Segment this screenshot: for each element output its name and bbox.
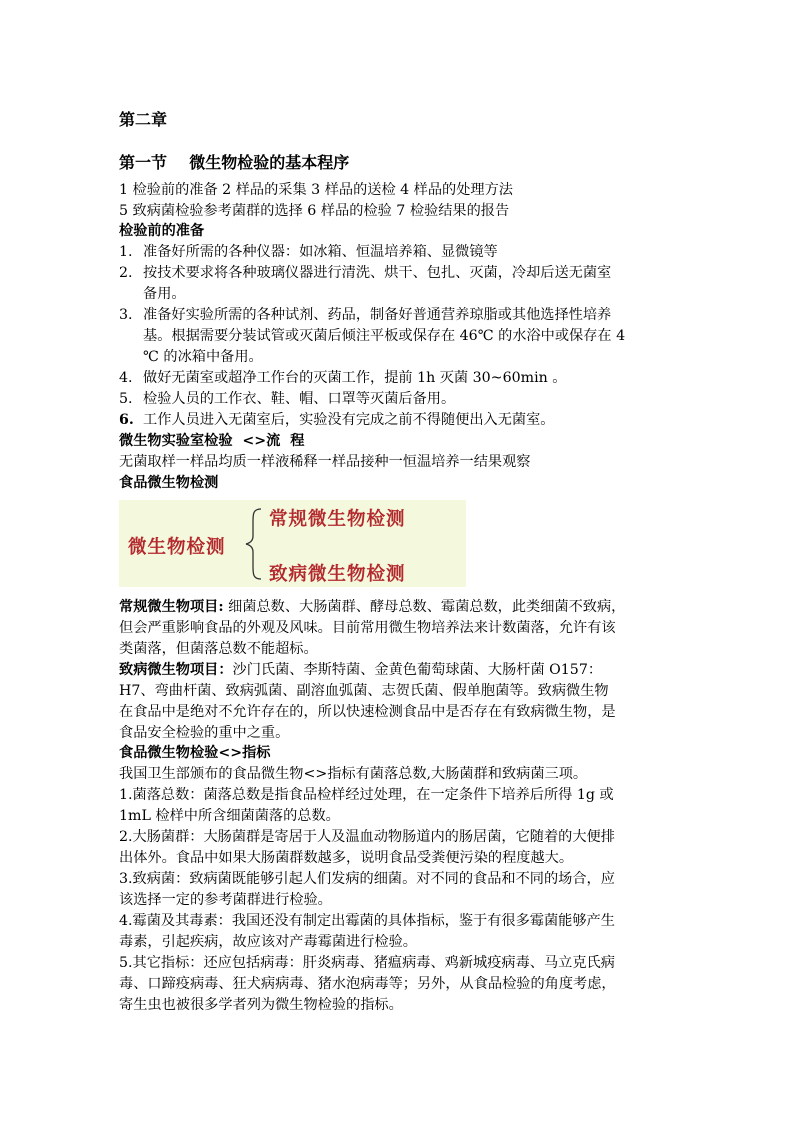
list-number: 1. (119, 244, 133, 260)
list-text: 准备好所需的各种仪器：如冰箱、恒温培养箱、显微镜等 (143, 244, 498, 260)
pathogen-paragraph-line-1 (119, 660, 679, 681)
overview-line-1: 1 检验前的准备 2 样品的采集 3 样品的送检 4 样品的处理方法 (119, 182, 513, 198)
indicator-2-line-2: 出体外。食品中如果大肠菌群数越多，说明食品受粪便污染的程度越大。 (119, 850, 574, 866)
indicators-intro: 我国卫生部颁布的食品微生物<>指标有菌落总数,大肠菌群和致病菌三项。 (119, 766, 588, 782)
prep-item-1 (119, 242, 679, 263)
indicator-3-line-2: 该选择一定的参考菌群进行检验。 (119, 892, 332, 908)
indicator-5-line-3: 寄生虫也被很多学者列为微生物检验的指标。 (119, 997, 403, 1013)
routine-text: 细菌总数、大肠菌群、酵母总数、霉菌总数，此类细菌不致病， (223, 599, 626, 615)
list-number: 4. (119, 370, 133, 386)
indicator-5-line-1: 5.其它指标：还应包括病毒：肝炎病毒、猪瘟病毒、鸡新城疫病毒、马立克氏病 (119, 955, 615, 971)
prep-item-3-cont-1: 基。根据需要分装试管或灭菌后倾注平板或保存在 46℃ 的水浴中或保存在 4 (143, 328, 626, 344)
list-number: 6. (119, 412, 134, 428)
indicators-heading: 食品微生物检验<>指标 (119, 745, 271, 761)
pathogen-label: 致病微生物项目： (119, 662, 233, 678)
list-text: 按技术要求将各种玻璃仪器进行清洗、烘干、包扎、灭菌，冷却后送无菌室 (143, 265, 612, 281)
overview-line-2: 5 致病菌检验参考菌群的选择 6 样品的检验 7 检验结果的报告 (119, 203, 510, 219)
section-title: 第一节 微生物检验的基本程序 (119, 153, 350, 172)
indicator-4-line-1: 4.霉菌及其毒素：我国还没有制定出霉菌的具体指标，鉴于有很多霉菌能够产生 (119, 913, 615, 929)
routine-paragraph-line-1 (119, 597, 679, 618)
pathogen-paragraph-line-4: 食品安全检验的重中之重。 (119, 725, 290, 741)
list-text: 做好无菌室或超净工作台的灭菌工作，提前 1h 灭菌 30~60min 。 (143, 370, 567, 386)
indicator-1-line-1: 1.菌落总数：菌落总数是指食品检样经过处理，在一定条件下培养后所得 1g 或 (119, 787, 614, 803)
prep-item-6 (119, 410, 679, 431)
food-detection-heading: 食品微生物检测 (119, 475, 219, 491)
flow-heading: 微生物实验室检验 <>流 程 (119, 433, 305, 449)
prep-item-5 (119, 389, 679, 410)
list-number: 3. (119, 307, 133, 323)
flow-text: 无菌取样一样品均质一样液稀释一样品接种一恒温培养一结果观察 (119, 454, 531, 470)
indicator-3-line-1: 3.致病菌：致病菌既能够引起人们发病的细菌。对不同的食品和不同的场合，应 (119, 871, 615, 887)
list-text: 准备好实验所需的各种试剂、药品，制备好普通营养琼脂或其他选择性培养 (143, 307, 612, 323)
indicator-2-line-1: 2.大肠菌群：大肠菌群是寄居于人及温血动物肠道内的肠居菌，它随着的大便排 (119, 829, 615, 845)
list-text: 检验人员的工作衣、鞋、帽、口罩等灭菌后备用。 (143, 391, 456, 407)
pathogen-paragraph-line-2: H7、弯曲杆菌、致病弧菌、副溶血弧菌、志贺氏菌、假单胞菌等。致病微生物 (119, 683, 609, 699)
prep-item-2-cont: 备用。 (143, 286, 186, 302)
routine-paragraph-line-2: 但会严重影响食品的外观及风味。目前常用微生物培养法来计数菌落，允许有该 (119, 620, 616, 636)
pathogen-paragraph-line-3: 在食品中是绝对不允许存在的，所以快速检测食品中是否存在有致病微生物，是 (119, 704, 616, 720)
routine-label: 常规微生物项目: (119, 599, 224, 615)
classification-diagram (119, 500, 466, 587)
indicator-5-line-2: 毒、口蹄疫病毒、狂犬病病毒、猪水泡病毒等；另外，从食品检验的角度考虑， (119, 976, 616, 992)
prep-item-4 (119, 368, 679, 389)
pathogen-text: 沙门氏菌、李斯特菌、金黄色葡萄球菌、大肠杆菌 O157： (232, 662, 603, 678)
indicator-1-line-2: 1mL 检样中所含细菌菌落的总数。 (119, 808, 340, 824)
prep-item-3 (119, 305, 679, 326)
prep-item-3-cont-2: ℃ 的冰箱中备用。 (143, 349, 263, 365)
prep-item-2 (119, 263, 679, 284)
list-number: 2. (119, 265, 133, 281)
list-number: 5. (119, 391, 133, 407)
diagram-root-label: 微生物检测 (128, 537, 226, 558)
indicator-4-line-2: 毒素，引起疾病，故应该对产毒霉菌进行检验。 (119, 934, 417, 950)
routine-paragraph-line-3: 类菌落，但菌落总数不能超标。 (119, 641, 318, 657)
diagram-branch-pathogen: 致病微生物检测 (269, 564, 406, 585)
curly-brace-icon (243, 508, 269, 580)
chapter-title: 第二章 (119, 110, 168, 129)
diagram-branch-routine: 常规微生物检测 (269, 509, 406, 530)
prep-heading: 检验前的准备 (119, 223, 205, 239)
list-text: 工作人员进入无菌室后，实验没有完成之前不得随便出入无菌室。 (143, 412, 555, 428)
